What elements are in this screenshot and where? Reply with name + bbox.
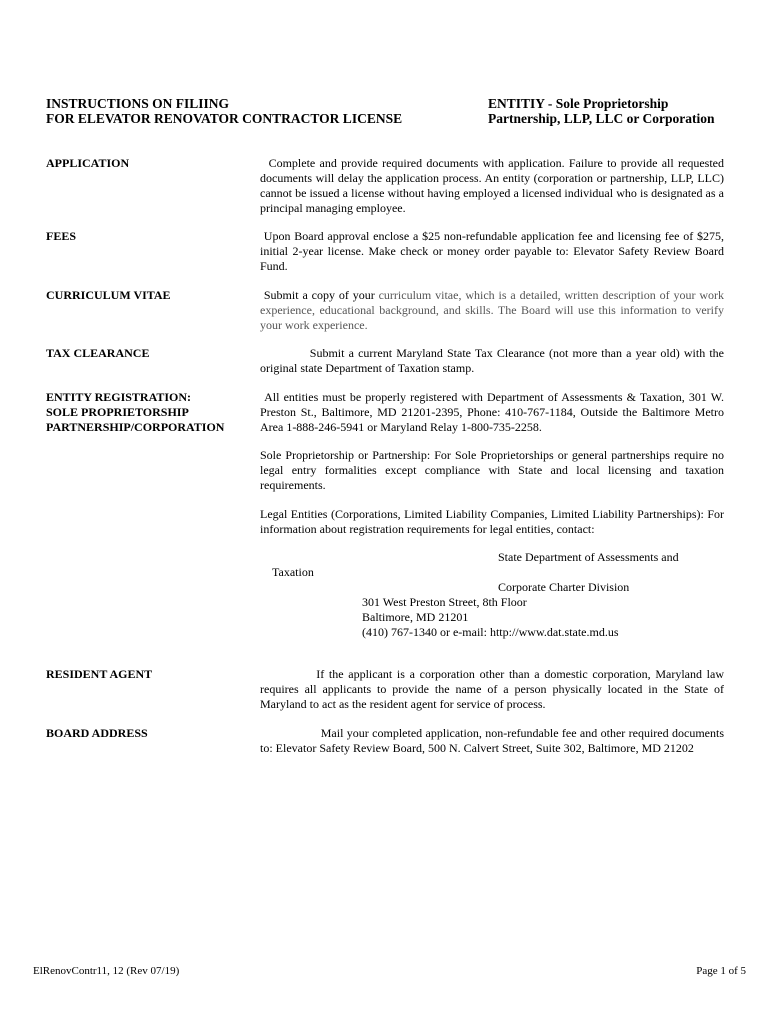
entity-registration-text: All entities must be properly registered with Department of Assessments & Taxation, 301 W. Preston St., Baltimore, MD 21201-2395, Phone: 410-767-1184, Outside the Baltimore Metro Area 1-888-246-5941 or Maryland Relay 1-800-735-2258. [260,390,724,434]
resident-agent-text: If the applicant is a corporation other than a domestic corporation, Maryland law requires all applicants to provide the name of a person physically located in the State of Maryland to act as the resident agent for service of process. [260,667,724,711]
legal-entities-text: Legal Entities (Corporations, Limited Liability Companies, Limited Liability Partnerships): For information about registration requirements for legal entities, contact: [260,507,724,536]
address-line-5: Baltimore, MD 21201 [362,610,469,624]
entity-registration-label: ENTITY REGISTRATION: SOLE PROPRIETORSHIP PARTNERSHIP/CORPORATION [46,390,225,434]
address-line-4: 301 West Preston Street, 8th Floor [362,595,527,609]
address-line-1: State Department of Assessments and [498,550,679,564]
board-address-label: BOARD ADDRESS [46,726,148,740]
entity-heading-line-1: ENTITIY - Sole Proprietorship [488,96,669,111]
fees-text: Upon Board approval enclose a $25 non-refundable application fee and licensing fee of $275, initial 2-year license. Make check or money order payable to: Elevator Safety Review Board Fund. [260,229,724,273]
title-line-1: INSTRUCTIONS ON FILIING [46,96,230,111]
application-text: Complete and provide required documents with application. Failure to provide all requested documents will delay the application process. An entity (corporation or partnership, LLP, LLC) cannot be issued a license without having employed a licensed individual who is designated as a principal managing employee. [260,156,724,215]
application-label: APPLICATION [46,156,130,170]
title-line-2: FOR ELEVATOR RENOVATOR CONTRACTOR LICENSE [46,111,403,126]
tax-clearance-label: TAX CLEARANCE [46,346,150,360]
fees-label: FEES [46,229,77,243]
entity-heading-line-2: Partnership, LLP, LLC or Corporation [488,111,715,126]
document-title [46,96,402,126]
address-line-3: Corporate Charter Division [498,580,630,594]
sole-proprietorship-text: Sole Proprietorship or Partnership: For Sole Proprietorships or general partnerships require no legal entry formalities except compliance with State and local licensing and taxation requirements. [260,448,724,492]
address-line-6: (410) 767-1340 or e-mail: http://www.dat.state.md.us [362,625,619,639]
cv-label: CURRICULUM VITAE [46,288,171,302]
board-address-text: Mail your completed application, non-refundable fee and other required documents to: Elevator Safety Review Board, 500 N. Calvert Street, Suite 302, Baltimore, MD 21202 [260,726,724,755]
cv-text [260,288,724,333]
form-revision-footer: ElRenovContr11, 12 (Rev 07/19) [33,965,180,977]
cv-text-prefix: Submit a copy of your [260,288,379,302]
tax-clearance-text: Submit a current Maryland State Tax Clearance (not more than a year old) with the original state Department of Taxation stamp. [260,346,724,375]
page-number-footer: Page 1 of 5 [696,965,746,977]
entity-heading [488,96,715,126]
resident-agent-label: RESIDENT AGENT [46,667,153,681]
cv-text-description: curriculum vitae, which is a detailed, written description of your work experience, educational background, and skills. The Board will use this information to verify your work experience. [260,288,724,332]
address-line-2: Taxation [272,565,314,579]
